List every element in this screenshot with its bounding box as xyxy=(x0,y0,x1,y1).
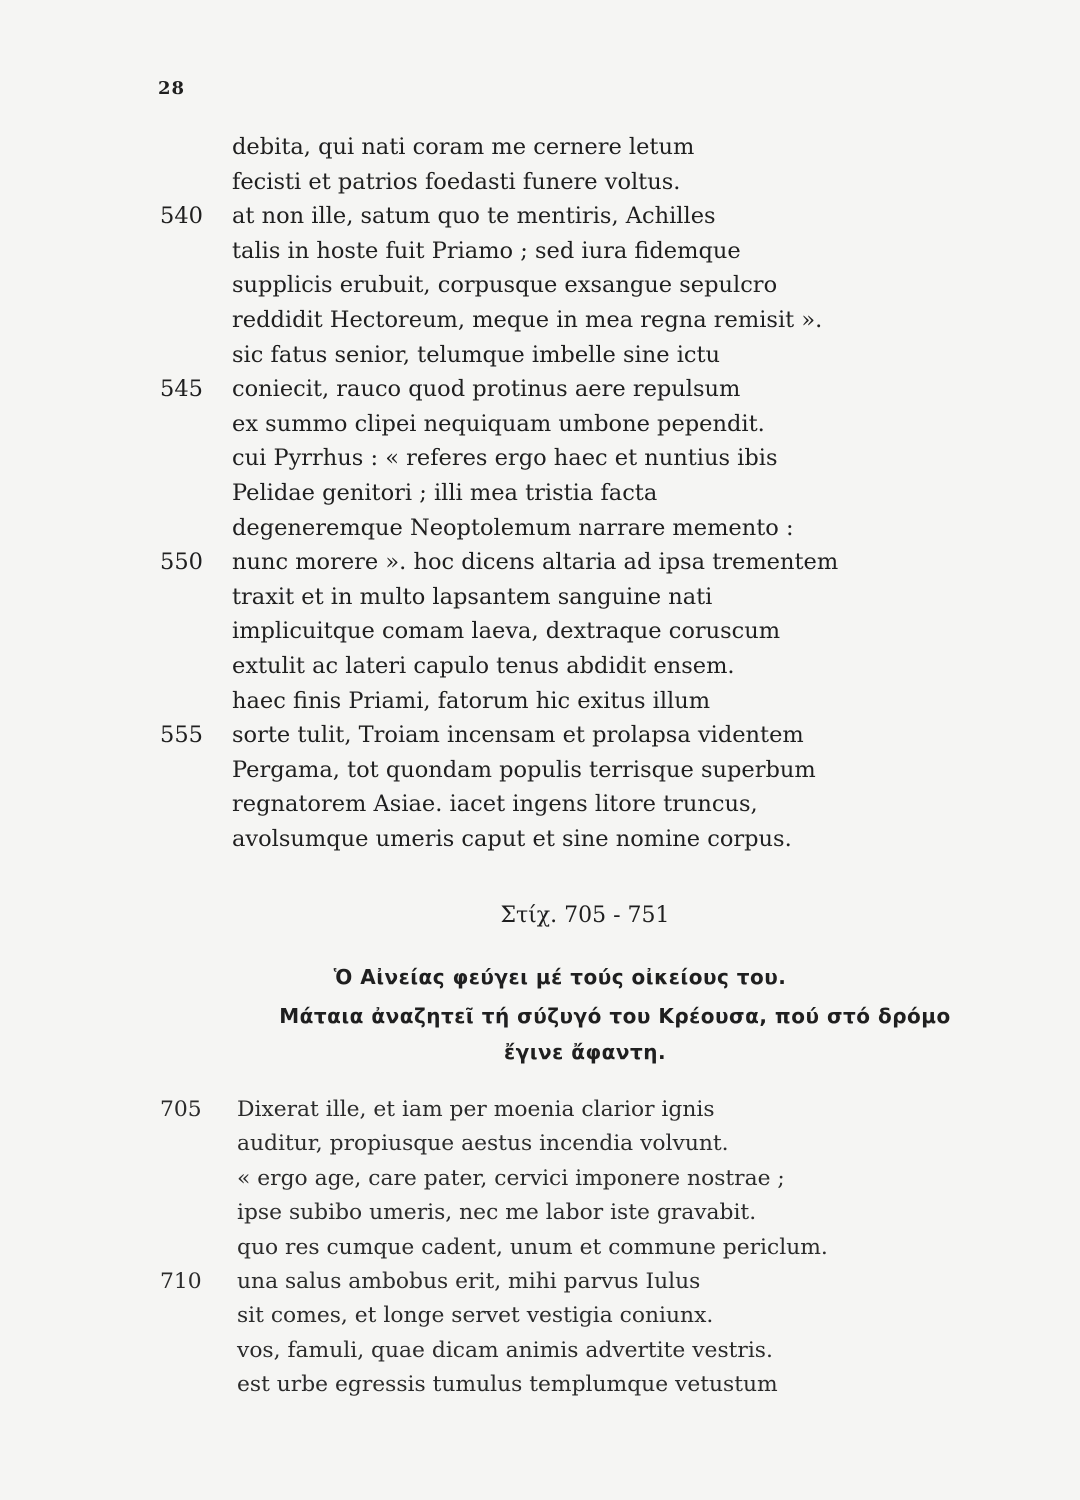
verse-text: supplicis erubuit, corpusque exsangue sepulcro xyxy=(232,272,778,299)
section-heading-line-3: ἔγινε ἄφαντη. xyxy=(503,1040,667,1064)
verse-line xyxy=(0,407,1080,442)
verse-line xyxy=(0,1265,1080,1299)
verse-text: at non ille, satum quo te mentiris, Achilles xyxy=(232,203,716,230)
verse-line xyxy=(0,1334,1080,1368)
verse-line xyxy=(0,614,1080,649)
section-heading-line-2: Μάταια ἀναζητεῖ τή σύζυγό του Κρέουσα, πού στό δρόμο xyxy=(279,1004,951,1028)
verse-line xyxy=(0,476,1080,511)
verse-text: reddidit Hectoreum, meque in mea regna remisit ». xyxy=(232,306,823,333)
verse-text: haec finis Priami, fatorum hic exitus illum xyxy=(232,687,711,714)
verse-line xyxy=(0,1127,1080,1161)
verse-line xyxy=(0,580,1080,615)
verse-line xyxy=(0,338,1080,373)
verse-text: Pergama, tot quondam populis terrisque superbum xyxy=(232,756,816,783)
verse-line xyxy=(0,511,1080,546)
verse-text: « ergo age, care pater, cervici imponere nostrae ; xyxy=(237,1165,785,1191)
page-number: 28 xyxy=(158,78,186,99)
verse-text: cui Pyrrhus : « referes ergo haec et nuntius ibis xyxy=(232,445,778,472)
verse-line xyxy=(0,1231,1080,1265)
verse-text: coniecit, rauco quod protinus aere repulsum xyxy=(232,376,741,403)
verse-line xyxy=(0,372,1080,407)
verse-text: traxit et in multo lapsantem sanguine nati xyxy=(232,583,713,610)
line-number: 705 xyxy=(160,1097,202,1122)
line-number: 545 xyxy=(160,376,203,403)
verse-line xyxy=(0,822,1080,857)
verse-line xyxy=(0,753,1080,788)
section-reference-text: Στίχ. 705 - 751 xyxy=(500,903,670,928)
verse-line xyxy=(0,545,1080,580)
verse-text: debita, qui nati coram me cernere letum xyxy=(232,134,695,160)
verse-block-latin-1 xyxy=(0,130,1080,856)
line-number: 540 xyxy=(160,203,203,230)
verse-line xyxy=(0,1299,1080,1333)
section-reference xyxy=(0,903,1080,928)
verse-line xyxy=(0,234,1080,269)
verse-text: talis in hoste fuit Priamo ; sed iura fidemque xyxy=(232,237,741,264)
verse-text: fecisti et patrios foedasti funere voltus. xyxy=(232,168,681,195)
verse-text: auditur, propiusque aestus incendia volvunt. xyxy=(237,1131,729,1157)
verse-line xyxy=(0,649,1080,684)
verse-line xyxy=(0,1093,1080,1127)
line-number: 550 xyxy=(160,549,203,576)
verse-text: Pelidae genitori ; illi mea tristia facta xyxy=(232,479,658,506)
verse-text: extulit ac lateri capulo tenus abdidit ensem. xyxy=(232,652,735,679)
verse-line xyxy=(0,199,1080,234)
line-number: 710 xyxy=(160,1268,202,1294)
verse-line xyxy=(0,303,1080,338)
verse-line xyxy=(0,1368,1080,1402)
verse-text: degeneremque Neoptolemum narrare memento : xyxy=(232,514,794,541)
verse-block-latin-2 xyxy=(0,1093,1080,1403)
verse-text: ex summo clipei nequiquam umbone pependit. xyxy=(232,410,765,437)
verse-text: quo res cumque cadent, unum et commune periclum. xyxy=(237,1234,828,1260)
verse-text: implicuitque comam laeva, dextraque coruscum xyxy=(232,618,781,645)
verse-line xyxy=(0,130,1080,165)
verse-line xyxy=(0,268,1080,303)
verse-text: una salus ambobus erit, mihi parvus Iulus xyxy=(237,1268,701,1294)
verse-text: avolsumque umeris caput et sine nomine corpus. xyxy=(232,825,792,852)
verse-text: nunc morere ». hoc dicens altaria ad ipsa trementem xyxy=(232,549,839,576)
verse-text: est urbe egressis tumulus templumque vetustum xyxy=(237,1372,778,1398)
section-heading-line-1: Ὁ Αἰνείας φεύγει μέ τούς οἰκείους του. xyxy=(333,965,787,989)
line-number: 555 xyxy=(160,722,203,749)
verse-line xyxy=(0,165,1080,200)
verse-line xyxy=(0,441,1080,476)
verse-line xyxy=(0,1162,1080,1196)
verse-text: ipse subibo umeris, nec me labor iste gravabit. xyxy=(237,1200,757,1226)
verse-text: sic fatus senior, telumque imbelle sine ictu xyxy=(232,341,721,368)
verse-text: regnatorem Asiae. iacet ingens litore truncus, xyxy=(232,791,758,818)
verse-text: sorte tulit, Troiam incensam et prolapsa videntem xyxy=(232,722,804,749)
verse-line xyxy=(0,1196,1080,1230)
verse-line xyxy=(0,684,1080,719)
verse-text: sit comes, et longe servet vestigia coniunx. xyxy=(237,1303,714,1329)
verse-text: vos, famuli, quae dicam animis advertite vestris. xyxy=(237,1337,773,1363)
verse-line xyxy=(0,787,1080,822)
verse-text: Dixerat ille, et iam per moenia clarior ignis xyxy=(237,1097,715,1122)
verse-line xyxy=(0,718,1080,753)
